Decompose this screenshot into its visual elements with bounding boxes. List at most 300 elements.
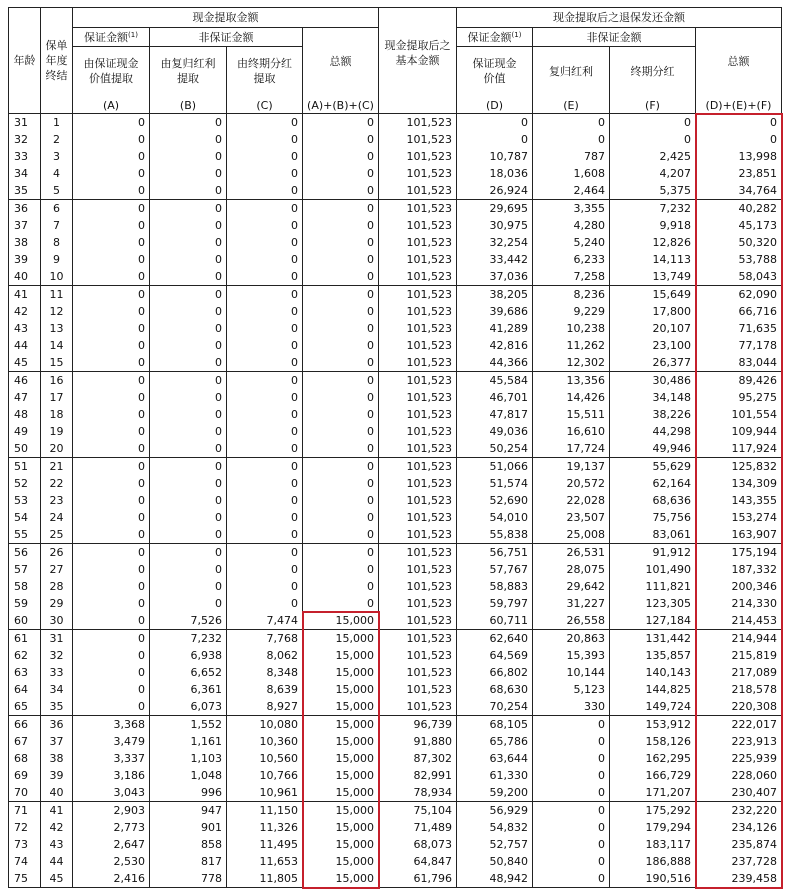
header-col-def: (D)+(E)+(F) xyxy=(696,95,782,114)
cell-basic-amount: 78,934 xyxy=(379,784,457,802)
header-col-b: (B) xyxy=(150,95,227,114)
cell-basic-amount: 101,523 xyxy=(379,458,457,476)
cell-surrender-total: 53,788 xyxy=(696,251,782,268)
cell-from-reversionary-bonus: 0 xyxy=(150,475,227,492)
cell-terminal-dividend: 44,298 xyxy=(610,423,696,440)
cell-policy-year: 1 xyxy=(41,114,73,132)
cell-terminal-dividend: 62,164 xyxy=(610,475,696,492)
cell-policy-year: 17 xyxy=(41,389,73,406)
cell-basic-amount: 101,523 xyxy=(379,612,457,630)
cell-age: 46 xyxy=(9,372,41,390)
cell-reversionary-bonus: 5,123 xyxy=(533,681,610,698)
cell-from-reversionary-bonus: 901 xyxy=(150,819,227,836)
cell-from-guaranteed-cv: 0 xyxy=(73,372,150,390)
table-row xyxy=(9,458,782,476)
cell-withdrawal-total: 15,000 xyxy=(303,853,379,870)
cell-basic-amount: 82,991 xyxy=(379,767,457,784)
cell-from-guaranteed-cv: 0 xyxy=(73,406,150,423)
table-row xyxy=(9,389,782,406)
cell-policy-year: 44 xyxy=(41,853,73,870)
cell-terminal-dividend: 55,629 xyxy=(610,458,696,476)
cell-terminal-dividend: 5,375 xyxy=(610,182,696,200)
cell-surrender-total: 214,453 xyxy=(696,612,782,630)
cell-age: 41 xyxy=(9,286,41,304)
cell-surrender-total: 66,716 xyxy=(696,303,782,320)
cell-terminal-dividend: 2,425 xyxy=(610,148,696,165)
cell-guaranteed-cv: 48,942 xyxy=(457,870,533,888)
table-row xyxy=(9,148,782,165)
cell-from-terminal-dividend: 0 xyxy=(227,509,303,526)
cell-from-guaranteed-cv: 0 xyxy=(73,440,150,458)
cell-guaranteed-cv: 64,569 xyxy=(457,647,533,664)
cell-from-terminal-dividend: 0 xyxy=(227,131,303,148)
cell-reversionary-bonus: 0 xyxy=(533,836,610,853)
cell-reversionary-bonus: 11,262 xyxy=(533,337,610,354)
cell-from-terminal-dividend: 11,326 xyxy=(227,819,303,836)
cell-from-guaranteed-cv: 3,368 xyxy=(73,716,150,734)
cell-guaranteed-cv: 29,695 xyxy=(457,200,533,218)
cell-from-reversionary-bonus: 6,361 xyxy=(150,681,227,698)
cell-policy-year: 20 xyxy=(41,440,73,458)
cell-from-reversionary-bonus: 7,526 xyxy=(150,612,227,630)
cell-surrender-total: 223,913 xyxy=(696,733,782,750)
cell-from-guaranteed-cv: 0 xyxy=(73,165,150,182)
cell-basic-amount: 101,523 xyxy=(379,544,457,562)
cell-guaranteed-cv: 39,686 xyxy=(457,303,533,320)
cell-from-reversionary-bonus: 0 xyxy=(150,389,227,406)
cell-age: 35 xyxy=(9,182,41,200)
table-row xyxy=(9,406,782,423)
cell-from-terminal-dividend: 0 xyxy=(227,389,303,406)
cell-surrender-total: 175,194 xyxy=(696,544,782,562)
cell-guaranteed-cv: 60,711 xyxy=(457,612,533,630)
header-non-guaranteed-amount-2: 非保证金额 xyxy=(533,28,696,47)
cell-guaranteed-cv: 51,066 xyxy=(457,458,533,476)
cell-reversionary-bonus: 12,302 xyxy=(533,354,610,372)
table-row xyxy=(9,114,782,132)
cell-from-guaranteed-cv: 0 xyxy=(73,578,150,595)
cell-terminal-dividend: 34,148 xyxy=(610,389,696,406)
cell-from-reversionary-bonus: 1,048 xyxy=(150,767,227,784)
cell-withdrawal-total: 0 xyxy=(303,165,379,182)
cell-surrender-total: 13,998 xyxy=(696,148,782,165)
cell-surrender-total: 40,282 xyxy=(696,200,782,218)
cell-from-reversionary-bonus: 0 xyxy=(150,372,227,390)
cell-withdrawal-total: 15,000 xyxy=(303,612,379,630)
cell-from-reversionary-bonus: 0 xyxy=(150,303,227,320)
cell-guaranteed-cv: 61,330 xyxy=(457,767,533,784)
cell-reversionary-bonus: 28,075 xyxy=(533,561,610,578)
cell-from-guaranteed-cv: 0 xyxy=(73,337,150,354)
table-row xyxy=(9,853,782,870)
cell-withdrawal-total: 15,000 xyxy=(303,733,379,750)
cell-policy-year: 25 xyxy=(41,526,73,544)
cell-reversionary-bonus: 0 xyxy=(533,716,610,734)
table-body xyxy=(9,114,782,888)
cell-reversionary-bonus: 0 xyxy=(533,870,610,888)
cell-terminal-dividend: 171,207 xyxy=(610,784,696,802)
cell-guaranteed-cv: 54,832 xyxy=(457,819,533,836)
cell-from-reversionary-bonus: 0 xyxy=(150,234,227,251)
cell-from-reversionary-bonus: 0 xyxy=(150,200,227,218)
cell-age: 43 xyxy=(9,320,41,337)
cell-from-guaranteed-cv: 0 xyxy=(73,698,150,716)
cell-terminal-dividend: 144,825 xyxy=(610,681,696,698)
cell-surrender-total: 62,090 xyxy=(696,286,782,304)
cell-reversionary-bonus: 3,355 xyxy=(533,200,610,218)
table-row xyxy=(9,836,782,853)
cell-basic-amount: 68,073 xyxy=(379,836,457,853)
cell-surrender-total: 58,043 xyxy=(696,268,782,286)
table-row xyxy=(9,509,782,526)
table-row xyxy=(9,612,782,630)
header-total: 总额 xyxy=(303,28,379,96)
cell-withdrawal-total: 0 xyxy=(303,475,379,492)
cell-basic-amount: 64,847 xyxy=(379,853,457,870)
cell-age: 42 xyxy=(9,303,41,320)
cell-from-guaranteed-cv: 0 xyxy=(73,182,150,200)
cell-withdrawal-total: 15,000 xyxy=(303,681,379,698)
cell-policy-year: 11 xyxy=(41,286,73,304)
cell-terminal-dividend: 111,821 xyxy=(610,578,696,595)
cell-reversionary-bonus: 10,238 xyxy=(533,320,610,337)
cell-basic-amount: 101,523 xyxy=(379,595,457,612)
cell-withdrawal-total: 0 xyxy=(303,182,379,200)
cell-basic-amount: 101,523 xyxy=(379,630,457,648)
cell-terminal-dividend: 68,636 xyxy=(610,492,696,509)
cell-terminal-dividend: 75,756 xyxy=(610,509,696,526)
cell-surrender-total: 101,554 xyxy=(696,406,782,423)
cell-policy-year: 40 xyxy=(41,784,73,802)
cell-policy-year: 39 xyxy=(41,767,73,784)
cell-from-terminal-dividend: 0 xyxy=(227,286,303,304)
cell-withdrawal-total: 0 xyxy=(303,561,379,578)
cell-surrender-total: 239,458 xyxy=(696,870,782,888)
cell-from-guaranteed-cv: 2,416 xyxy=(73,870,150,888)
table-row xyxy=(9,595,782,612)
cell-reversionary-bonus: 26,558 xyxy=(533,612,610,630)
cell-policy-year: 14 xyxy=(41,337,73,354)
cell-terminal-dividend: 15,649 xyxy=(610,286,696,304)
cell-surrender-total: 234,126 xyxy=(696,819,782,836)
cell-terminal-dividend: 175,292 xyxy=(610,802,696,820)
header-from-reversionary-bonus: 由复归红利 提取 xyxy=(150,47,227,96)
cell-age: 62 xyxy=(9,647,41,664)
cell-age: 44 xyxy=(9,337,41,354)
cell-policy-year: 42 xyxy=(41,819,73,836)
cell-reversionary-bonus: 0 xyxy=(533,802,610,820)
cell-from-guaranteed-cv: 0 xyxy=(73,234,150,251)
table-row xyxy=(9,268,782,286)
cell-withdrawal-total: 0 xyxy=(303,268,379,286)
table-row xyxy=(9,561,782,578)
cell-withdrawal-total: 0 xyxy=(303,440,379,458)
cell-from-terminal-dividend: 11,653 xyxy=(227,853,303,870)
cell-reversionary-bonus: 0 xyxy=(533,767,610,784)
cell-from-terminal-dividend: 0 xyxy=(227,251,303,268)
cell-surrender-total: 45,173 xyxy=(696,217,782,234)
cell-guaranteed-cv: 46,701 xyxy=(457,389,533,406)
header-from-terminal-dividend: 由终期分红 提取 xyxy=(227,47,303,96)
cell-from-reversionary-bonus: 858 xyxy=(150,836,227,853)
cell-policy-year: 28 xyxy=(41,578,73,595)
table-row xyxy=(9,372,782,390)
cell-age: 59 xyxy=(9,595,41,612)
cell-basic-amount: 101,523 xyxy=(379,492,457,509)
cell-policy-year: 4 xyxy=(41,165,73,182)
cell-basic-amount: 101,523 xyxy=(379,286,457,304)
cell-policy-year: 16 xyxy=(41,372,73,390)
header-col-f: (F) xyxy=(610,95,696,114)
cell-from-terminal-dividend: 7,768 xyxy=(227,630,303,648)
cell-from-reversionary-bonus: 817 xyxy=(150,853,227,870)
cell-age: 67 xyxy=(9,733,41,750)
cell-policy-year: 30 xyxy=(41,612,73,630)
cell-from-terminal-dividend: 11,805 xyxy=(227,870,303,888)
cell-withdrawal-total: 0 xyxy=(303,492,379,509)
cell-policy-year: 43 xyxy=(41,836,73,853)
cell-surrender-total: 225,939 xyxy=(696,750,782,767)
cell-withdrawal-total: 0 xyxy=(303,217,379,234)
cell-from-guaranteed-cv: 0 xyxy=(73,268,150,286)
cell-reversionary-bonus: 22,028 xyxy=(533,492,610,509)
cell-policy-year: 26 xyxy=(41,544,73,562)
cell-policy-year: 19 xyxy=(41,423,73,440)
table-row xyxy=(9,251,782,268)
cell-age: 61 xyxy=(9,630,41,648)
cell-from-terminal-dividend: 0 xyxy=(227,182,303,200)
cell-policy-year: 38 xyxy=(41,750,73,767)
cell-from-reversionary-bonus: 0 xyxy=(150,337,227,354)
cell-from-terminal-dividend: 0 xyxy=(227,303,303,320)
cell-terminal-dividend: 166,729 xyxy=(610,767,696,784)
cell-terminal-dividend: 190,516 xyxy=(610,870,696,888)
cell-age: 34 xyxy=(9,165,41,182)
header-age: 年龄 xyxy=(9,8,41,114)
cell-from-reversionary-bonus: 0 xyxy=(150,148,227,165)
table-row xyxy=(9,716,782,734)
cell-surrender-total: 217,089 xyxy=(696,664,782,681)
cell-terminal-dividend: 135,857 xyxy=(610,647,696,664)
cell-withdrawal-total: 15,000 xyxy=(303,784,379,802)
cell-reversionary-bonus: 0 xyxy=(533,733,610,750)
cell-basic-amount: 101,523 xyxy=(379,698,457,716)
cell-reversionary-bonus: 29,642 xyxy=(533,578,610,595)
table-row xyxy=(9,819,782,836)
cell-age: 50 xyxy=(9,440,41,458)
cell-age: 31 xyxy=(9,114,41,132)
cell-from-terminal-dividend: 0 xyxy=(227,561,303,578)
cell-withdrawal-total: 15,000 xyxy=(303,870,379,888)
cell-from-reversionary-bonus: 996 xyxy=(150,784,227,802)
cell-age: 48 xyxy=(9,406,41,423)
cell-from-reversionary-bonus: 0 xyxy=(150,578,227,595)
cell-basic-amount: 101,523 xyxy=(379,440,457,458)
cell-basic-amount: 101,523 xyxy=(379,148,457,165)
header-col-d: (D) xyxy=(457,95,533,114)
cell-surrender-total: 83,044 xyxy=(696,354,782,372)
cell-reversionary-bonus: 20,863 xyxy=(533,630,610,648)
header-after-withdrawal-surrender: 现金提取后之退保发还金额 xyxy=(457,8,782,28)
header-from-guaranteed-cv: 由保证现金 价值提取 xyxy=(73,47,150,96)
cell-reversionary-bonus: 330 xyxy=(533,698,610,716)
cell-policy-year: 45 xyxy=(41,870,73,888)
table-row xyxy=(9,784,782,802)
cell-policy-year: 18 xyxy=(41,406,73,423)
cell-guaranteed-cv: 0 xyxy=(457,131,533,148)
cell-from-terminal-dividend: 0 xyxy=(227,423,303,440)
benefit-illustration-table xyxy=(8,7,782,888)
cell-age: 60 xyxy=(9,612,41,630)
cell-terminal-dividend: 30,486 xyxy=(610,372,696,390)
table-row xyxy=(9,475,782,492)
table-row xyxy=(9,526,782,544)
cell-guaranteed-cv: 44,366 xyxy=(457,354,533,372)
cell-basic-amount: 101,523 xyxy=(379,509,457,526)
cell-from-reversionary-bonus: 0 xyxy=(150,509,227,526)
cell-age: 37 xyxy=(9,217,41,234)
cell-from-reversionary-bonus: 6,938 xyxy=(150,647,227,664)
cell-reversionary-bonus: 26,531 xyxy=(533,544,610,562)
cell-reversionary-bonus: 10,144 xyxy=(533,664,610,681)
cell-reversionary-bonus: 1,608 xyxy=(533,165,610,182)
cell-surrender-total: 95,275 xyxy=(696,389,782,406)
cell-from-reversionary-bonus: 1,103 xyxy=(150,750,227,767)
cell-from-guaranteed-cv: 0 xyxy=(73,389,150,406)
cell-withdrawal-total: 0 xyxy=(303,578,379,595)
cell-guaranteed-cv: 55,838 xyxy=(457,526,533,544)
cell-policy-year: 7 xyxy=(41,217,73,234)
table-row xyxy=(9,647,782,664)
cell-policy-year: 34 xyxy=(41,681,73,698)
cell-from-terminal-dividend: 0 xyxy=(227,268,303,286)
cell-terminal-dividend: 149,724 xyxy=(610,698,696,716)
cell-policy-year: 33 xyxy=(41,664,73,681)
cell-guaranteed-cv: 38,205 xyxy=(457,286,533,304)
cell-guaranteed-cv: 37,036 xyxy=(457,268,533,286)
cell-from-terminal-dividend: 10,961 xyxy=(227,784,303,802)
cell-withdrawal-total: 0 xyxy=(303,303,379,320)
cell-policy-year: 41 xyxy=(41,802,73,820)
cell-basic-amount: 101,523 xyxy=(379,354,457,372)
cell-policy-year: 32 xyxy=(41,647,73,664)
cell-surrender-total: 214,330 xyxy=(696,595,782,612)
cell-from-terminal-dividend: 11,150 xyxy=(227,802,303,820)
header-cash-withdrawal: 现金提取金额 xyxy=(73,8,379,28)
table-row xyxy=(9,870,782,888)
cell-reversionary-bonus: 16,610 xyxy=(533,423,610,440)
cell-basic-amount: 101,523 xyxy=(379,578,457,595)
cell-from-terminal-dividend: 0 xyxy=(227,337,303,354)
table-row xyxy=(9,303,782,320)
cell-age: 70 xyxy=(9,784,41,802)
cell-from-reversionary-bonus: 7,232 xyxy=(150,630,227,648)
cell-withdrawal-total: 0 xyxy=(303,320,379,337)
cell-reversionary-bonus: 5,240 xyxy=(533,234,610,251)
cell-terminal-dividend: 186,888 xyxy=(610,853,696,870)
cell-guaranteed-cv: 52,690 xyxy=(457,492,533,509)
cell-from-guaranteed-cv: 0 xyxy=(73,303,150,320)
cell-from-reversionary-bonus: 0 xyxy=(150,114,227,132)
cell-surrender-total: 23,851 xyxy=(696,165,782,182)
cell-withdrawal-total: 15,000 xyxy=(303,836,379,853)
cell-policy-year: 6 xyxy=(41,200,73,218)
cell-guaranteed-cv: 57,767 xyxy=(457,561,533,578)
cell-terminal-dividend: 179,294 xyxy=(610,819,696,836)
table-row xyxy=(9,544,782,562)
cell-from-guaranteed-cv: 0 xyxy=(73,200,150,218)
cell-reversionary-bonus: 0 xyxy=(533,114,610,132)
cell-age: 66 xyxy=(9,716,41,734)
cell-basic-amount: 101,523 xyxy=(379,526,457,544)
cell-basic-amount: 61,796 xyxy=(379,870,457,888)
cell-from-reversionary-bonus: 0 xyxy=(150,492,227,509)
cell-from-terminal-dividend: 0 xyxy=(227,217,303,234)
cell-from-guaranteed-cv: 0 xyxy=(73,286,150,304)
cell-guaranteed-cv: 65,786 xyxy=(457,733,533,750)
cell-withdrawal-total: 15,000 xyxy=(303,819,379,836)
cell-surrender-total: 0 xyxy=(696,114,782,132)
header-guaranteed-cv: 保证现金 价值 xyxy=(457,47,533,96)
cell-guaranteed-cv: 56,929 xyxy=(457,802,533,820)
cell-age: 69 xyxy=(9,767,41,784)
cell-basic-amount: 101,523 xyxy=(379,664,457,681)
cell-from-terminal-dividend: 10,080 xyxy=(227,716,303,734)
cell-withdrawal-total: 0 xyxy=(303,114,379,132)
cell-withdrawal-total: 0 xyxy=(303,526,379,544)
cell-from-guaranteed-cv: 0 xyxy=(73,458,150,476)
table-row xyxy=(9,767,782,784)
cell-from-terminal-dividend: 0 xyxy=(227,234,303,251)
cell-from-terminal-dividend: 11,495 xyxy=(227,836,303,853)
cell-age: 73 xyxy=(9,836,41,853)
cell-from-reversionary-bonus: 0 xyxy=(150,217,227,234)
cell-guaranteed-cv: 59,797 xyxy=(457,595,533,612)
cell-policy-year: 12 xyxy=(41,303,73,320)
cell-withdrawal-total: 15,000 xyxy=(303,698,379,716)
table-row xyxy=(9,681,782,698)
cell-basic-amount: 75,104 xyxy=(379,802,457,820)
cell-guaranteed-cv: 10,787 xyxy=(457,148,533,165)
cell-withdrawal-total: 0 xyxy=(303,337,379,354)
cell-guaranteed-cv: 63,644 xyxy=(457,750,533,767)
cell-terminal-dividend: 4,207 xyxy=(610,165,696,182)
cell-age: 49 xyxy=(9,423,41,440)
cell-terminal-dividend: 183,117 xyxy=(610,836,696,853)
cell-from-guaranteed-cv: 0 xyxy=(73,114,150,132)
cell-age: 53 xyxy=(9,492,41,509)
cell-from-reversionary-bonus: 778 xyxy=(150,870,227,888)
table-row xyxy=(9,630,782,648)
cell-basic-amount: 87,302 xyxy=(379,750,457,767)
cell-policy-year: 35 xyxy=(41,698,73,716)
cell-basic-amount: 101,523 xyxy=(379,423,457,440)
cell-reversionary-bonus: 7,258 xyxy=(533,268,610,286)
header-basic-after-withdrawal: 现金提取后之 基本金额 xyxy=(379,8,457,114)
cell-policy-year: 36 xyxy=(41,716,73,734)
table-row xyxy=(9,802,782,820)
cell-surrender-total: 235,874 xyxy=(696,836,782,853)
cell-age: 40 xyxy=(9,268,41,286)
cell-reversionary-bonus: 0 xyxy=(533,819,610,836)
cell-from-guaranteed-cv: 3,186 xyxy=(73,767,150,784)
cell-terminal-dividend: 153,912 xyxy=(610,716,696,734)
cell-basic-amount: 101,523 xyxy=(379,681,457,698)
cell-reversionary-bonus: 0 xyxy=(533,131,610,148)
cell-from-terminal-dividend: 8,639 xyxy=(227,681,303,698)
cell-guaranteed-cv: 51,574 xyxy=(457,475,533,492)
table-row xyxy=(9,423,782,440)
